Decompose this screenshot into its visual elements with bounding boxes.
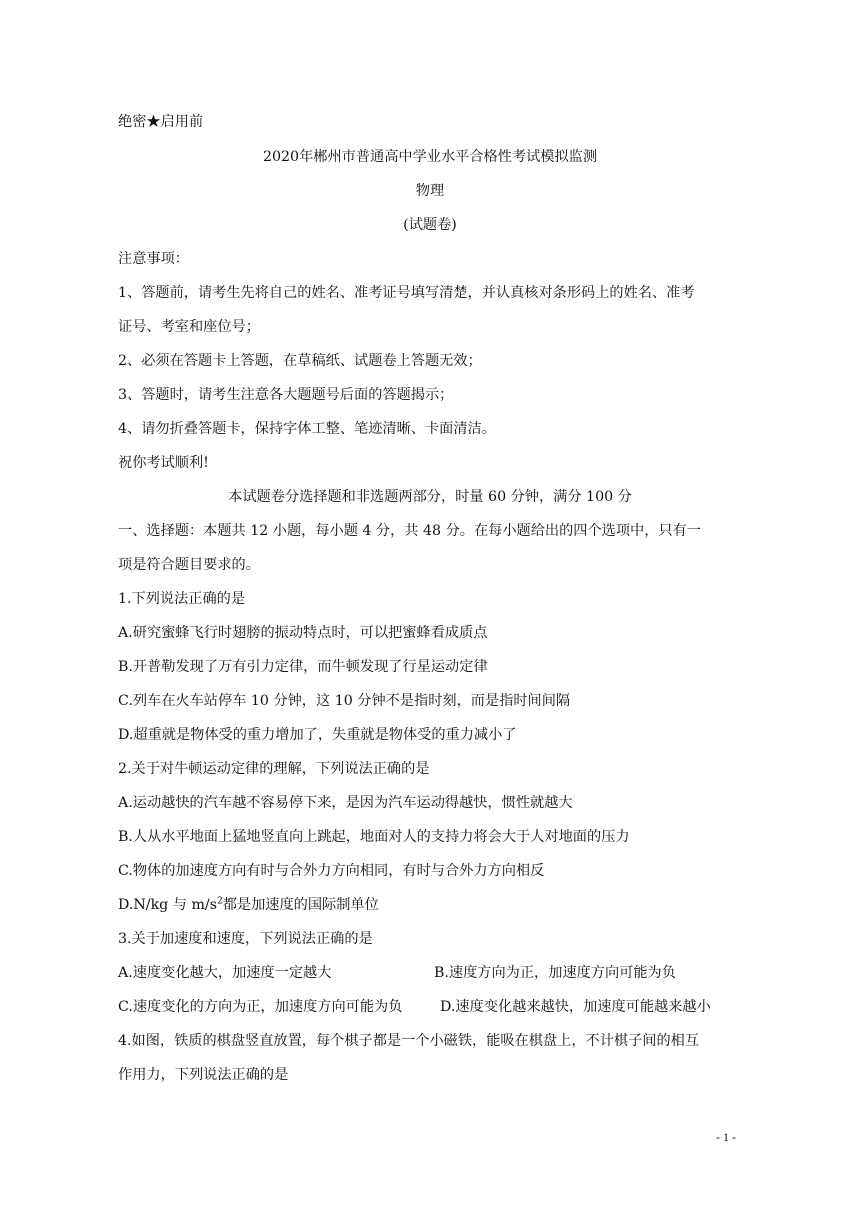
question-2-option-b: B.人从水平地面上猛地竖直向上跳起，地面对人的支持力将会大于人对地面的压力 xyxy=(118,829,630,845)
question-2-option-d-prefix: D.N/kg 与 m/s xyxy=(118,897,217,913)
good-luck: 祝你考试顺利! xyxy=(118,455,209,471)
question-2-option-d xyxy=(118,896,379,914)
question-1-option-c: C.列车在火车站停车 10 分钟，这 10 分钟不是指时刻，而是指时间间隔 xyxy=(118,693,571,709)
subject-title: 物理 xyxy=(415,183,445,199)
question-2-option-a: A.运动越快的汽车越不容易停下来，是因为汽车运动得越快，惯性就越大 xyxy=(118,795,573,811)
question-3-option-a: A.速度变化越大，加速度一定越大 xyxy=(118,965,332,981)
question-1-option-d: D.超重就是物体受的重力增加了，失重就是物体受的重力减小了 xyxy=(118,727,517,743)
question-3-option-c: C.速度变化的方向为正，加速度方向可能为负 xyxy=(118,999,403,1015)
section-1-heading: 一、选择题：本题共 12 小题，每小题 4 分，共 48 分。在每小题给出的四个选项中，只有一 xyxy=(118,523,701,539)
question-1-option-b: B.开普勒发现了万有引力定律，而牛顿发现了行星运动定律 xyxy=(118,659,488,675)
section-1-heading-cont: 项是符合题目要求的。 xyxy=(118,557,260,573)
secret-label: 绝密★启用前 xyxy=(118,114,204,130)
question-4-stem: 4.如图，铁质的棋盘竖直放置，每个棋子都是一个小磁铁，能吸在棋盘上，不计棋子间的相互 xyxy=(118,1033,700,1049)
question-2-stem: 2.关于对牛顿运动定律的理解，下列说法正确的是 xyxy=(118,761,430,777)
question-2-option-c: C.物体的加速度方向有时与合外力方向相同，有时与合外力方向相反 xyxy=(118,863,545,879)
question-4-stem-cont: 作用力，下列说法正确的是 xyxy=(118,1067,289,1083)
notice-item-1-cont: 证号、考室和座位号； xyxy=(118,319,260,335)
notice-item-1: 1、答题前，请考生先将自己的姓名、准考证号填写清楚，并认真核对条形码上的姓名、准考 xyxy=(118,285,695,301)
paper-type: (试题卷) xyxy=(403,217,457,233)
page-number: - 1 - xyxy=(716,1130,736,1144)
question-1-stem: 1.下列说法正确的是 xyxy=(118,591,246,607)
superscript-2: 2 xyxy=(216,896,223,907)
notice-heading: 注意事项： xyxy=(118,251,189,267)
exam-title: 2020年郴州市普通高中学业水平合格性考试模拟监测 xyxy=(262,149,598,165)
question-1-option-a: A.研究蜜蜂飞行时翅膀的振动特点时，可以把蜜蜂看成质点 xyxy=(118,625,488,641)
paper-intro: 本试题卷分选择题和非选题两部分，时量 60 分钟，满分 100 分 xyxy=(228,489,632,505)
question-3-option-b: B.速度方向为正，加速度方向可能为负 xyxy=(434,965,676,981)
notice-item-4: 4、请勿折叠答题卡，保持字体工整、笔迹清晰、卡面清洁。 xyxy=(118,421,496,437)
notice-item-2: 2、必须在答题卡上答题，在草稿纸、试题卷上答题无效； xyxy=(118,353,482,369)
notice-item-3: 3、答题时，请考生注意各大题题号后面的答题揭示； xyxy=(118,387,454,403)
question-3-option-d: D.速度变化越来越快，加速度可能越来越小 xyxy=(440,999,711,1015)
question-3-stem: 3.关于加速度和速度，下列说法正确的是 xyxy=(118,931,373,947)
question-2-option-d-suffix: 都是加速度的国际制单位 xyxy=(222,897,379,913)
